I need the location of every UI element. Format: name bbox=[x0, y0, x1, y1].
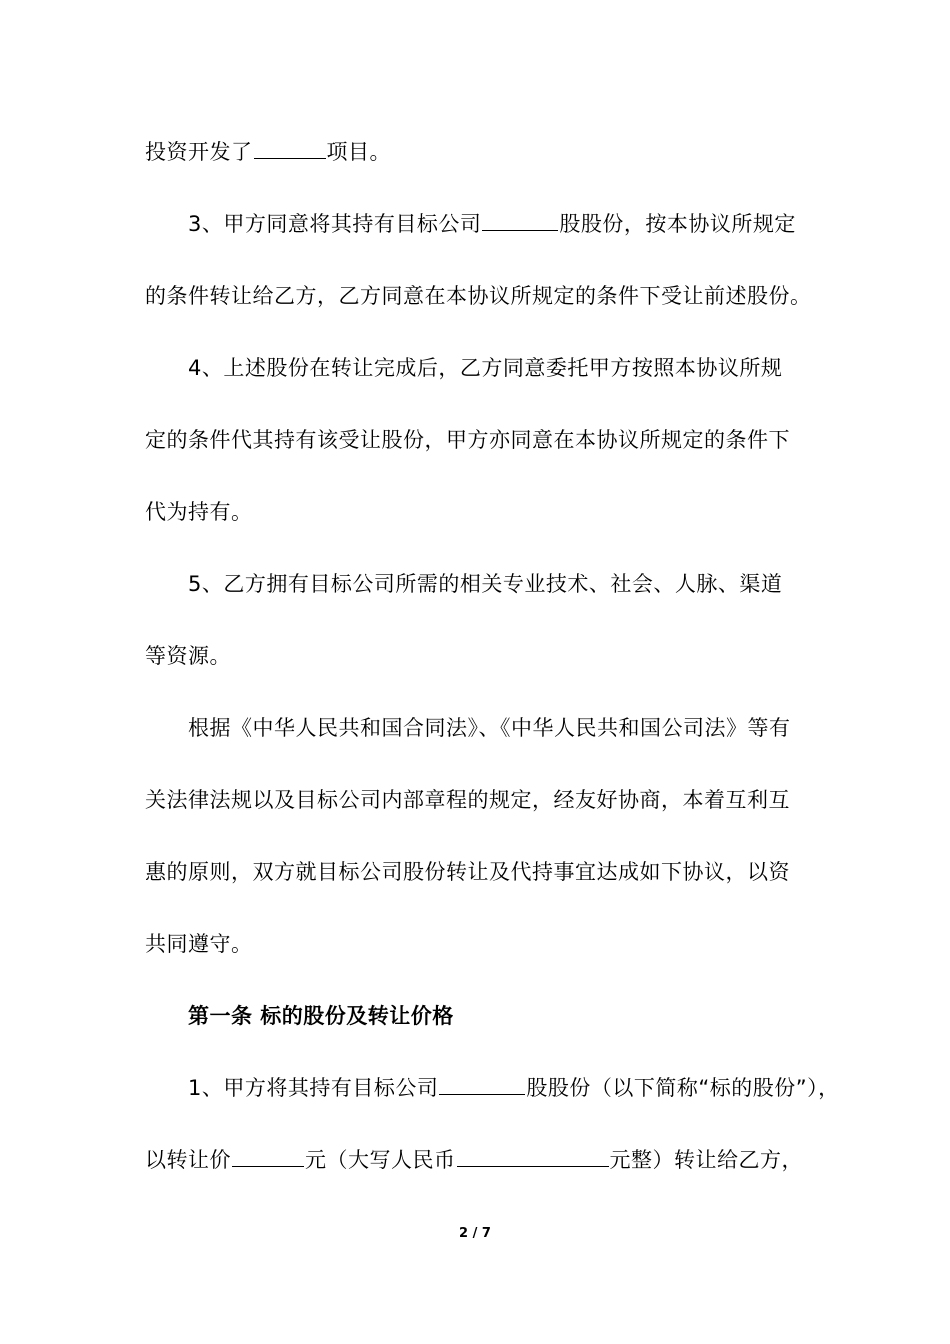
paragraph-line: 根据《中华人民共和国合同法》、《中华人民共和国公司法》等有 bbox=[188, 716, 791, 740]
paragraph-line: 关法律法规以及目标公司内部章程的规定，经友好协商，本着互利互 bbox=[145, 788, 790, 812]
paragraph-line: 的条件转让给乙方，乙方同意在本协议所规定的条件下受让前述股份。 bbox=[145, 284, 812, 308]
fill-blank[interactable] bbox=[254, 138, 326, 159]
fill-blank[interactable] bbox=[482, 210, 558, 231]
text: 3、甲方同意将其持有目标公司 bbox=[188, 212, 482, 236]
text: 以转让价 bbox=[145, 1148, 231, 1172]
text: 元（大写人民币 bbox=[305, 1148, 456, 1172]
page-number: 2 / 7 bbox=[459, 1226, 491, 1241]
paragraph-line: 等资源。 bbox=[145, 644, 231, 668]
paragraph-line: 5、乙方拥有目标公司所需的相关专业技术、社会、人脉、渠道 bbox=[188, 572, 783, 596]
paragraph-line: 代为持有。 bbox=[145, 500, 253, 524]
paragraph-line bbox=[188, 1074, 840, 1102]
paragraph-line: 定的条件代其持有该受让股份，甲方亦同意在本协议所规定的条件下 bbox=[145, 428, 790, 452]
fill-blank[interactable] bbox=[457, 1146, 609, 1167]
text: 项目。 bbox=[326, 140, 391, 164]
fill-blank[interactable] bbox=[232, 1146, 304, 1167]
text: 股股份（以下简称“标的股份”）， bbox=[526, 1076, 840, 1100]
paragraph-line bbox=[145, 1146, 825, 1174]
fill-blank[interactable] bbox=[439, 1074, 525, 1095]
paragraph-line: 4、上述股份在转让完成后，乙方同意委托甲方按照本协议所规 bbox=[188, 356, 783, 380]
section-heading: 第一条 标的股份及转让价格 bbox=[188, 1004, 454, 1028]
text: 元整）转让给乙方， bbox=[609, 1148, 803, 1172]
paragraph-line bbox=[145, 138, 825, 166]
paragraph-line: 共同遵守。 bbox=[145, 932, 253, 956]
text: 1、甲方将其持有目标公司 bbox=[188, 1076, 439, 1100]
paragraph-line bbox=[188, 210, 828, 238]
text: 投资开发了 bbox=[145, 140, 253, 164]
text: 股股份，按本协议所规定 bbox=[559, 212, 796, 236]
paragraph-line: 惠的原则，双方就目标公司股份转让及代持事宜达成如下协议，以资 bbox=[145, 860, 790, 884]
